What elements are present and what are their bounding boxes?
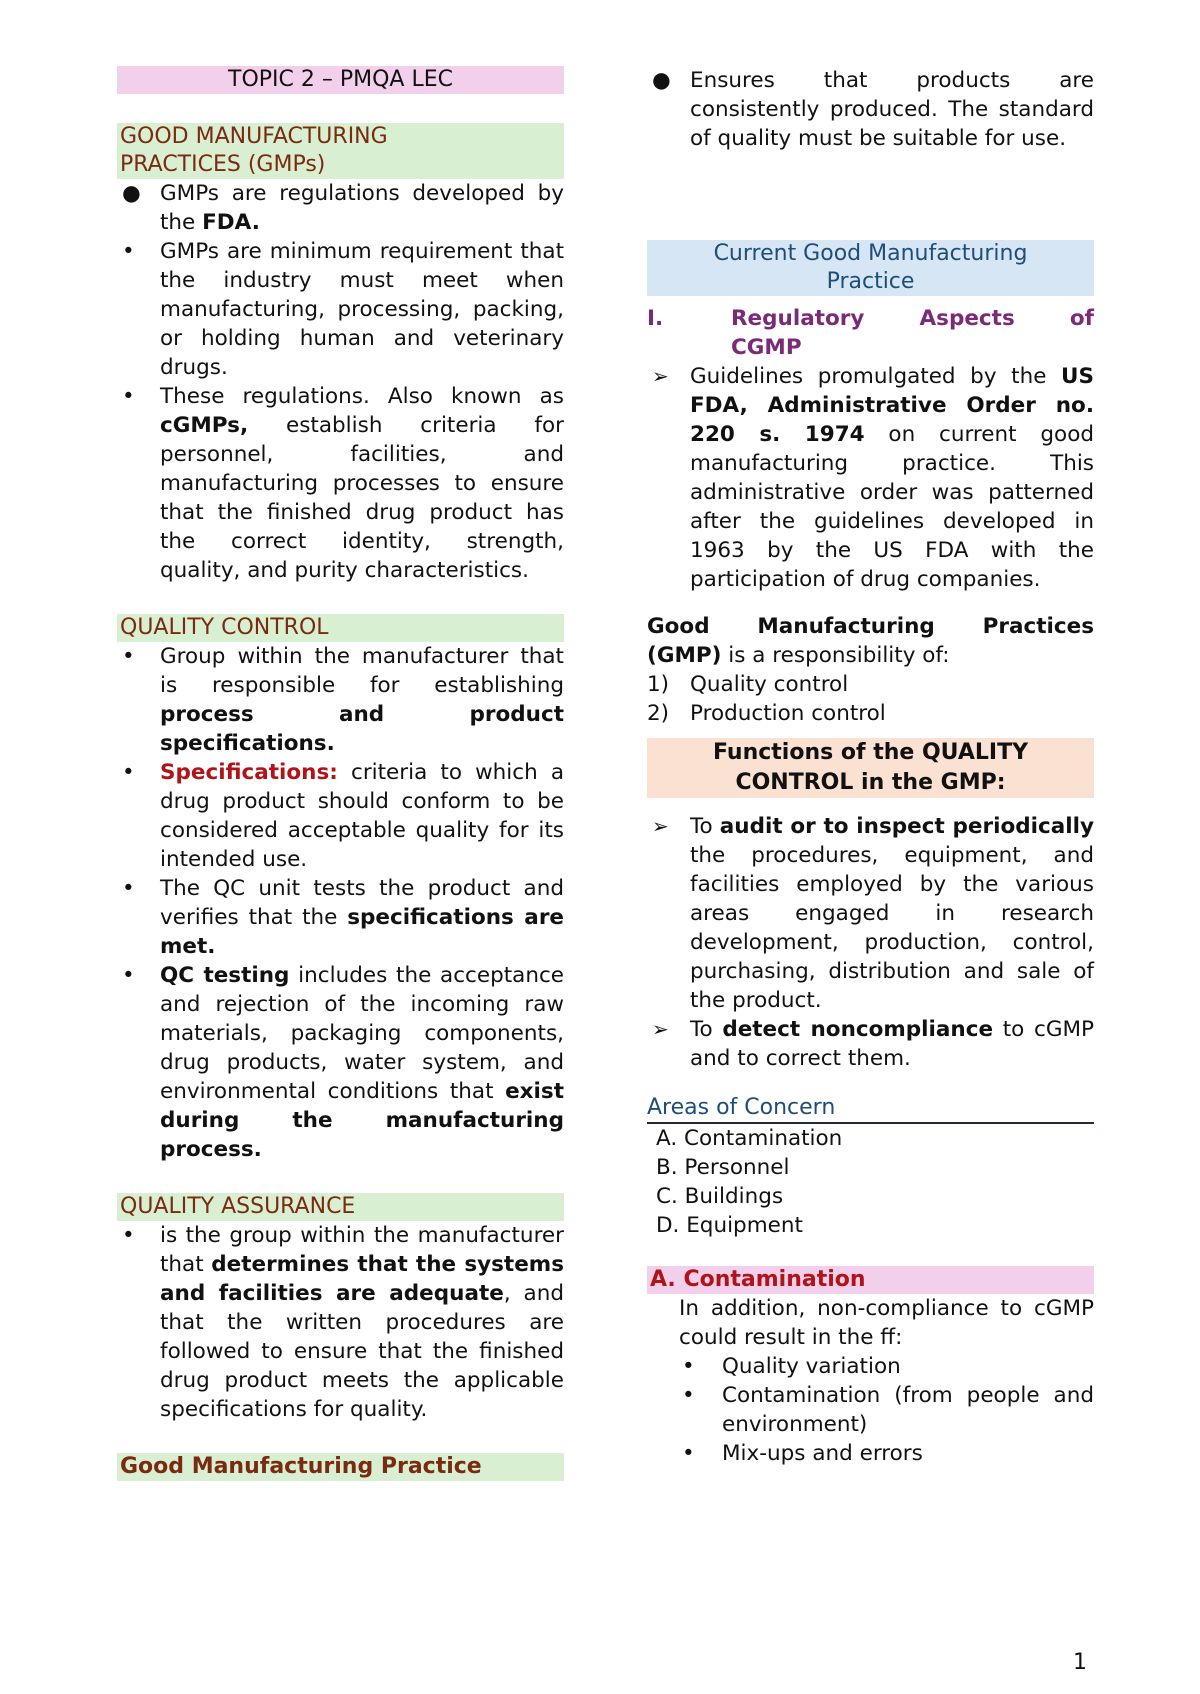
left-column [117, 66, 564, 1481]
bullet-icon: • [122, 963, 135, 988]
bullet-icon: • [682, 1354, 695, 1379]
arrow-bullet-icon: ➢ [652, 364, 669, 388]
bullet-icon: • [682, 1441, 695, 1466]
bullet-icon: ● [652, 68, 671, 93]
bullet-icon: • [122, 644, 135, 669]
list-item: 1) Quality control [647, 672, 849, 697]
list-item: ➢ To audit or to inspect periodically the procedures, equipment, and facilities employed by the various areas engaged in research development, production, control, purchasing, distribution and sale of the product. [652, 814, 1095, 1013]
bullet-icon: • [122, 876, 135, 901]
qc-bullets [117, 642, 564, 1164]
gmp-heading: GOOD MANUFACTURING PRACTICES (GMPs) [117, 123, 564, 179]
responsibility-list [647, 670, 1094, 728]
arrow-bullet-icon: ➢ [652, 1017, 669, 1041]
page-number: 1 [1073, 1650, 1087, 1675]
contamination-intro: In addition, non-compliance to cGMP could result in the ff: [679, 1296, 1094, 1350]
list-item: • GMPs are minimum requirement that the industry must meet when manufacturing, processing, packing, or holding human and veterinary drugs. [122, 239, 564, 380]
responsibility-paragraph: Good Manufacturing Practices (GMP) is a responsibility of: [647, 614, 1094, 668]
contamination-heading: A. Contamination [647, 1266, 1094, 1294]
qa-bullets [117, 1221, 564, 1424]
bullet-icon: • [122, 239, 135, 264]
functions-heading: Functions of the QUALITY CONTROL in the GMP: [647, 738, 1094, 798]
arrow-bullet-icon: ➢ [652, 814, 669, 838]
list-item: • Specifications: criteria to which a drug product should conform to be considered acceptable quality for its intended use. [122, 760, 564, 872]
gmp2-heading: Good Manufacturing Practice [117, 1453, 564, 1481]
list-item: D. Equipment [656, 1213, 803, 1238]
list-item: ● Ensures that products are consistently produced. The standard of quality must be suitable for use. [652, 68, 1094, 151]
bullet-icon: • [682, 1383, 695, 1408]
areas-heading: Areas of Concern [647, 1093, 1094, 1124]
functions-bullets [647, 812, 1094, 1073]
right-column [647, 66, 1094, 1468]
list-item: • Group within the manufacturer that is responsible for establishing process and product specifications. [122, 644, 564, 756]
list-item: 2) Production control [647, 701, 886, 726]
list-item: • QC testing includes the acceptance and rejection of the incoming raw materials, packaging components, drug products, water system, and environmental conditions that exist during the manufacturing process. [122, 963, 565, 1162]
list-item: B. Personnel [656, 1155, 790, 1180]
intro-bullets [647, 66, 1094, 153]
bullet-icon: • [122, 384, 135, 409]
regulatory-heading: I. Regulatory Aspects of CGMP [647, 306, 1094, 360]
qa-heading: QUALITY ASSURANCE [117, 1193, 564, 1221]
list-item: ➢ Guidelines promulgated by the US FDA, Administrative Order no. 220 s. 1974 on current good manufacturing practice. This administrative order was patterned after the guidelines developed in 1963 by the US FDA with the participation of drug companies. [652, 364, 1094, 592]
list-item: • Quality variation [682, 1354, 901, 1379]
list-item: • The QC unit tests the product and verifies that the specifications are met. [122, 876, 564, 959]
list-item: A. Contamination [656, 1126, 843, 1151]
bullet-icon: • [122, 1223, 135, 1248]
regulatory-bullets [647, 362, 1094, 594]
list-item: • is the group within the manufacturer that determines that the systems and facilities are adequate, and that the written procedures are followed to ensure that the finished drug product meets the applicable specifications for quality. [122, 1223, 565, 1422]
list-item: • These regulations. Also known as cGMPs, establish criteria for personnel, facilities, and manufacturing processes to ensure that the finished drug product has the correct identity, strength, quality, and purity characteristics. [122, 384, 564, 583]
list-item: C. Buildings [656, 1184, 784, 1209]
qc-heading: QUALITY CONTROL [117, 614, 564, 642]
roman-numeral: I. [647, 306, 664, 331]
topic-title: TOPIC 2 – PMQA LEC [117, 66, 564, 94]
bullet-icon: • [122, 760, 135, 785]
bullet-icon: ● [122, 181, 141, 206]
list-item: • Mix-ups and errors [682, 1441, 923, 1466]
areas-list [647, 1124, 1094, 1240]
list-item: ● GMPs are regulations developed by the FDA. [122, 181, 564, 235]
gmp-bullets [117, 179, 564, 585]
contamination-bullets [647, 1352, 1094, 1468]
list-item: • Contamination (from people and environment) [682, 1383, 1094, 1437]
list-item: ➢ To detect noncompliance to cGMP and to correct them. [652, 1017, 1094, 1071]
cgmp-heading: Current Good Manufacturing Practice [647, 240, 1094, 296]
